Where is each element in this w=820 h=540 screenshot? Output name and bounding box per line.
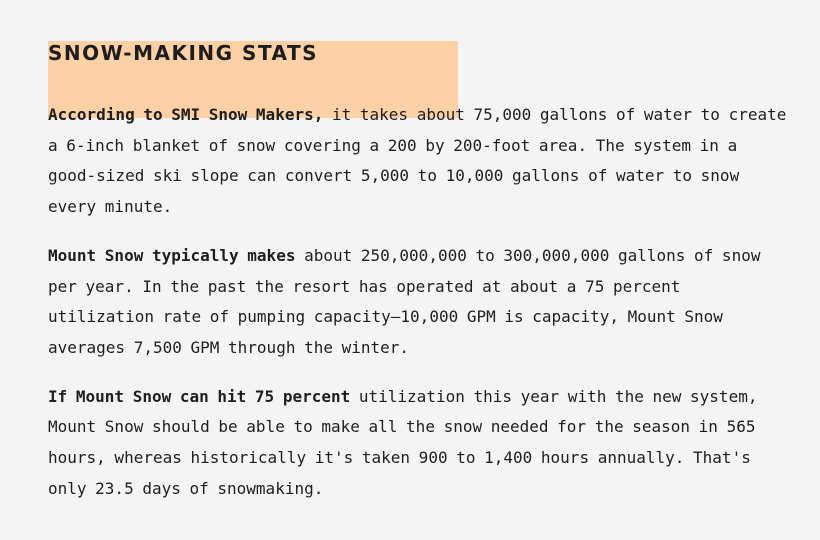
paragraph-body: it takes about 75,000 gallons of water to create a 6-inch blanket of snow covering a 200 by 200-foot area. The system in a good-sized ski slope can convert 5,000 to 10,000 gallons of water to snow every minute.	[48, 105, 787, 217]
paragraph-smi-snow-makers	[48, 100, 788, 223]
paragraph-body: utilization this year with the new system, Mount Snow should be able to make all the snow needed for the season in 565 hours, whereas historically it's taken 900 to 1,400 hours annually. That's only 23.5 days of snowmaking.	[48, 386, 758, 498]
article	[48, 36, 788, 504]
paragraph-body: about 250,000,000 to 300,000,000 gallons of snow per year. In the past the resort has operated at about a 75 percent utilization rate of pumping capacity—10,000 GPM is capacity, Mount Snow averages 7,500 GPM through the winter.	[48, 245, 761, 357]
paragraph-annual-production	[48, 241, 788, 364]
paragraph-lead: If Mount Snow can hit 75 percent	[48, 386, 351, 406]
paragraph-utilization-goal	[48, 382, 788, 505]
paragraph-lead: According to SMI Snow Makers,	[48, 105, 324, 124]
paragraph-lead: Mount Snow typically makes	[48, 245, 296, 265]
page-title: SNOW-MAKING STATS	[48, 41, 319, 65]
